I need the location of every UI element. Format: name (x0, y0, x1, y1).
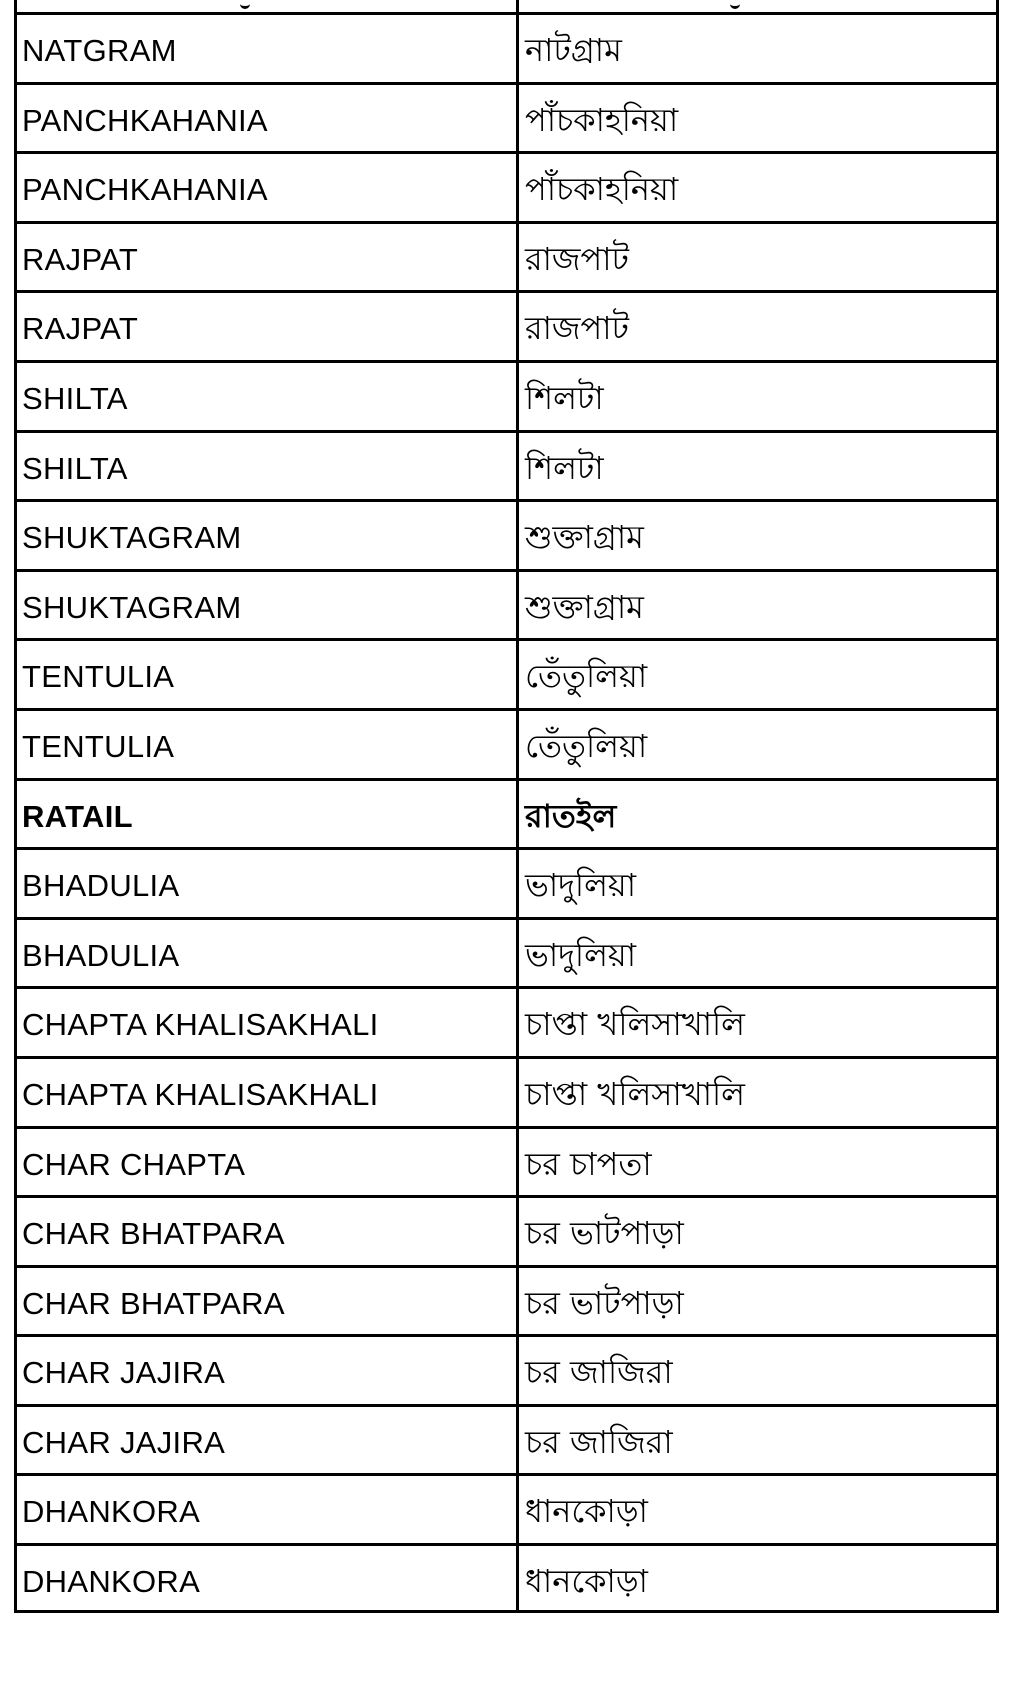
table-row (14, 221, 999, 291)
bengali-name-cell: তেঁতুলিয়া (525, 726, 648, 765)
english-name-cell: DHANKORA (22, 1494, 201, 1530)
english-name-cell: BHADULIA (22, 868, 180, 904)
bengali-name-cell: চাপ্তা খলিসাখালি (525, 1005, 746, 1044)
bengali-name-cell: পাঁচকাহনিয়া (525, 170, 679, 209)
bengali-name-cell: চর জাজিরা (525, 1422, 673, 1461)
bengali-name-cell: ধানকোড়া (525, 1492, 648, 1531)
english-name-cell: CHAR BHATPARA (22, 1216, 285, 1252)
english-name-cell: SHUKTAGRAM (22, 520, 242, 556)
table-row (14, 1404, 999, 1474)
table-row (14, 1543, 999, 1613)
english-name-cell: CHAR CHAPTA (22, 1146, 246, 1182)
table-row (14, 1195, 999, 1265)
table-row (14, 430, 999, 500)
bengali-name-cell: চর ভাটপাড়া (525, 1283, 684, 1322)
english-name-cell: DHANKORA (22, 1564, 201, 1600)
table-row (14, 1126, 999, 1196)
bengali-name-cell: শিলটা (525, 378, 604, 417)
english-name-cell: CHAR JAJIRA (22, 1355, 226, 1391)
table-row (14, 151, 999, 221)
table-row (14, 1334, 999, 1404)
english-name-cell: PANCHKAHANIA (22, 172, 268, 208)
english-name-cell: CHAR BHATPARA (22, 1285, 285, 1321)
english-name-cell: RAJPAT (22, 311, 139, 347)
bengali-name-cell: চর চাপতা (525, 1144, 652, 1183)
english-name-cell: RATAIL (22, 798, 133, 834)
table-row (14, 986, 999, 1056)
bengali-name-cell: চর ভাটপাড়া (525, 1214, 684, 1253)
english-name-cell: SHILTA (22, 450, 128, 486)
bengali-name-cell: রাতইল (525, 796, 617, 835)
bengali-name-cell: রাজপাট (525, 239, 629, 278)
bengali-name-cell: রাজপাট (525, 309, 629, 348)
table-row (14, 708, 999, 778)
bengali-name-cell: চর জাজিরা (525, 1353, 673, 1392)
cut-off-glyph (730, 0, 740, 9)
english-name-cell: NATGRAM (22, 33, 177, 68)
table-row (14, 1056, 999, 1126)
bengali-name-cell: নাটগ্রাম (525, 31, 622, 69)
english-name-cell: SHUKTAGRAM (22, 589, 242, 625)
bengali-name-cell: পাঁচকাহনিয়া (525, 100, 679, 139)
table-row (14, 638, 999, 708)
bengali-name-cell: শুক্তাগ্রাম (525, 518, 644, 557)
english-name-cell: CHAPTA KHALISAKHALI (22, 1076, 379, 1112)
table-row (14, 1473, 999, 1543)
table-row (14, 290, 999, 360)
english-name-cell: RAJPAT (22, 241, 139, 277)
table-row (14, 569, 999, 639)
english-name-cell: CHAR JAJIRA (22, 1424, 226, 1460)
bengali-name-cell: চাপ্তা খলিসাখালি (525, 1074, 746, 1113)
table-row (14, 499, 999, 569)
english-name-cell: BHADULIA (22, 937, 180, 973)
bengali-name-cell: ধানকোড়া (525, 1562, 648, 1601)
table-row (14, 847, 999, 917)
table-row (14, 1265, 999, 1335)
table-row (14, 82, 999, 152)
table-row (14, 12, 999, 82)
english-name-cell: TENTULIA (22, 728, 175, 764)
english-name-cell: SHILTA (22, 380, 128, 416)
bengali-name-cell: ভাদুলিয়া (525, 935, 637, 974)
table-row (14, 917, 999, 987)
english-name-cell: PANCHKAHANIA (22, 102, 268, 138)
english-name-cell: CHAPTA KHALISAKHALI (22, 1007, 379, 1043)
bengali-name-cell: ভাদুলিয়া (525, 866, 637, 905)
name-translation-table (14, 12, 999, 1613)
bengali-name-cell: তেঁতুলিয়া (525, 657, 648, 696)
bengali-name-cell: শুক্তাগ্রাম (525, 587, 644, 626)
cut-off-glyph (240, 0, 250, 9)
english-name-cell: TENTULIA (22, 659, 175, 695)
bengali-name-cell: শিলটা (525, 448, 604, 487)
table-row (14, 360, 999, 430)
table-row (14, 778, 999, 848)
